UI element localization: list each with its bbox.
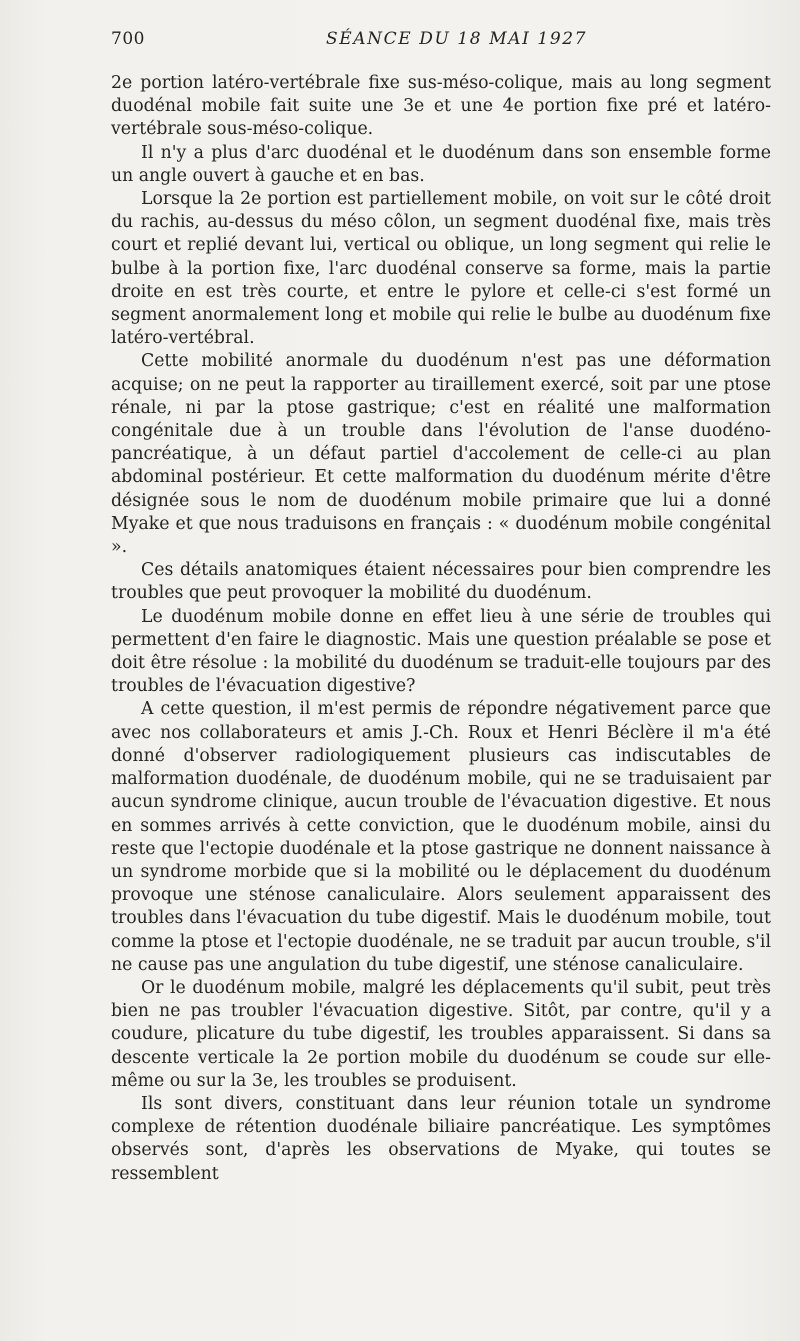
paragraph-1: 2e portion latéro-vertébrale fixe sus-méso-colique, mais au long segment duodénal mobile fait suite une 3e et une 4e portion fixe pré et latéro-vertébrale sous-méso-colique. (111, 73, 771, 140)
paragraph-9: Ils sont divers, constituant dans leur réunion totale un syndrome complexe de rétention duodénale biliaire pancréatique. Les symptômes observés sont, d'après les observations de Myake, qui toutes se ressemblent (111, 1093, 771, 1184)
paragraph-2: Il n'y a plus d'arc duodénal et le duodénum dans son ensemble forme un angle ouvert à gauche et en bas. (111, 142, 771, 186)
paragraph-8: Or le duodénum mobile, malgré les déplacements qu'il subit, peut très bien ne pas troubler l'évacuation digestive. Sitôt, par contre, qu'il y a coudure, plicature du tube digestif, les troubles apparaissent. Si dans sa descente verticale la 2e portion mobile du duodénum se coude sur elle-même ou sur la 3e, les troubles se produisent. (111, 977, 771, 1091)
running-title: SÉANCE DU 18 MAI 1927 (326, 29, 588, 49)
paragraph-6: Le duodénum mobile donne en effet lieu à une série de troubles qui permettent d'en faire le diagnostic. Mais une question préalable se pose et doit être résolue : la mobilité du duodénum se traduit-elle toujours par des troubles de l'évacuation digestive? (111, 606, 771, 697)
page-number: 700 (111, 29, 145, 49)
paragraph-4: Cette mobilité anormale du duodénum n'est pas une déformation acquise; on ne peut la rapporter au tiraillement exercé, soit par une ptose rénale, ni par la ptose gastrique; c'est en réalité une malformation congénitale due à un trouble dans l'évolution de l'anse duodéno-pancréatique, à un défaut partiel d'accolement de celle-ci au plan abdominal postérieur. Et cette malformation du duodénum mérite d'être désignée sous le nom de duodénum mobile primaire que lui a donné Myake et que nous traduisons en français : « duodénum mobile congénital ». (111, 351, 771, 558)
paragraph-7: A cette question, il m'est permis de répondre négativement parce que avec nos collaborateurs et amis J.-Ch. Roux et Henri Béclère il m'a été donné d'observer radiologiquement plusieurs cas indiscutables de malformation duodénale, de duodénum mobile, qui ne se traduisaient par aucun syndrome clinique, aucun trouble de l'évacuation digestive. Et nous en sommes arrivés à cette conviction, que le duodénum mobile, ainsi du reste que l'ectopie duodénale et la ptose gastrique ne donnent naissance à un syndrome morbide que si la mobilité ou le déplacement du duodénum provoque une sténose canaliculaire. Alors seulement apparaissent des troubles dans l'évacuation du tube digestif. Mais le duodénum mobile, tout comme la ptose et l'ectopie duodénale, ne se traduit par aucun trouble, s'il ne cause pas une angulation du tube digestif, une sténose canaliculaire. (111, 699, 771, 975)
body-text (111, 72, 771, 1186)
running-head (111, 29, 771, 53)
paragraph-5: Ces détails anatomiques étaient nécessaires pour bien comprendre les troubles que peut provoquer la mobilité du duodénum. (111, 560, 771, 604)
paragraph-3: Lorsque la 2e portion est partiellement mobile, on voit sur le côté droit du rachis, au-dessus du méso côlon, un segment duodénal fixe, mais très court et replié devant lui, vertical ou oblique, un long segment qui relie le bulbe à la portion fixe, l'arc duodénal conserve sa forme, mais la partie droite en est très courte, et entre le pylore et celle-ci s'est formé un segment anormalement long et mobile qui relie le bulbe au duodénum fixe latéro-vertébral. (111, 189, 771, 349)
